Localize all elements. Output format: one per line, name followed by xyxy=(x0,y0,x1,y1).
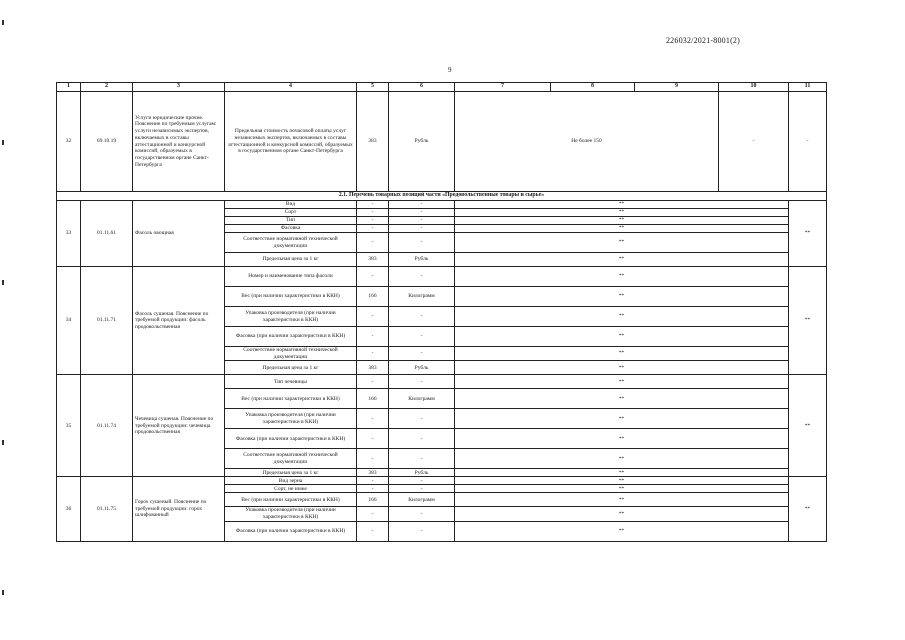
okei-code: 383 xyxy=(357,469,389,477)
characteristic: Соответствие нормативной технической документации xyxy=(225,347,357,361)
okei-code: 166 xyxy=(357,493,389,507)
characteristic: Предельная цена за 1 кг xyxy=(225,469,357,477)
characteristic-value: ** xyxy=(455,469,789,477)
row-number: 35 xyxy=(57,375,81,477)
characteristic: Вид зерна xyxy=(225,477,357,485)
unit-name: - xyxy=(389,347,455,361)
characteristic: Сорт xyxy=(225,209,357,217)
okei-code: 166 xyxy=(357,389,389,409)
okei-code: - xyxy=(357,449,389,469)
characteristic: Упаковка производителя (при наличии характеристики в ККН) xyxy=(225,409,357,429)
characteristic-value: ** xyxy=(455,201,789,209)
table-row-32 xyxy=(57,92,827,192)
item-name: Фасоль овощная xyxy=(133,201,225,267)
binding-marks xyxy=(2,20,4,620)
characteristic: Вес (при наличии характеристики в ККН) xyxy=(225,493,357,507)
okei-code: 383 xyxy=(357,253,389,267)
col11-value: ** xyxy=(789,267,827,375)
characteristic: Сорт, не ниже xyxy=(225,485,357,493)
col-header: 8 xyxy=(551,83,635,92)
characteristic-value: ** xyxy=(455,493,789,507)
characteristic: Упаковка производителя (при наличии характеристики в ККН) xyxy=(225,507,357,521)
col-header: 11 xyxy=(789,83,827,92)
unit-name: - xyxy=(389,201,455,209)
okei-code: - xyxy=(357,507,389,521)
row-number: 32 xyxy=(57,92,81,192)
unit-name: - xyxy=(389,449,455,469)
unit-name: - xyxy=(389,267,455,287)
catalog-table xyxy=(56,82,827,542)
okei-code: 166 xyxy=(357,287,389,307)
item-name: Услуги юридические прочие. Пояснение по требуемым услугам: услуги независимых экспертов, включаемых в составы аттестационной и конкурсной комиссий, образуемых в государственном органе Санкт-Петербурга xyxy=(133,92,225,192)
col10-value: - xyxy=(719,92,789,192)
col11-value: ** xyxy=(789,375,827,477)
item-name: Горох сушеный. Пояснение по требуемой продукции: горох шлифованный xyxy=(133,477,225,541)
item-name: Фасоль сушеная. Пояснение по требуемой продукции: фасоль продовольственная xyxy=(133,267,225,375)
characteristic: Вес (при наличии характеристики в ККН) xyxy=(225,287,357,307)
okpd2-code: 69.10.19 xyxy=(81,92,133,192)
characteristic-value: ** xyxy=(455,409,789,429)
characteristic-value: ** xyxy=(455,449,789,469)
characteristic: Фасовка (при наличии характеристики в ККН) xyxy=(225,521,357,541)
characteristic: Предельная цена за 1 кг xyxy=(225,253,357,267)
unit-name: - xyxy=(389,225,455,233)
characteristic: Упаковка производителя (при наличии характеристики в ККН) xyxy=(225,307,357,327)
col11-value: ** xyxy=(789,201,827,267)
okei-code: - xyxy=(357,409,389,429)
unit-name: - xyxy=(389,233,455,253)
okei-code: - xyxy=(357,209,389,217)
row-number: 33 xyxy=(57,201,81,267)
col-header: 10 xyxy=(719,83,789,92)
characteristic: Вес (при наличии характеристики в ККН) xyxy=(225,389,357,409)
characteristic: Вид xyxy=(225,201,357,209)
unit-name: - xyxy=(389,307,455,327)
unit-name: - xyxy=(389,429,455,449)
col11-value: - xyxy=(789,92,827,192)
unit-name: - xyxy=(389,477,455,485)
unit-name: Рубль xyxy=(389,469,455,477)
unit-name: - xyxy=(389,485,455,493)
characteristic: Тип чечевицы xyxy=(225,375,357,389)
unit-name: - xyxy=(389,375,455,389)
unit-name: - xyxy=(389,217,455,225)
characteristic-value: ** xyxy=(455,225,789,233)
document-number: 226032/2021-8001(2) xyxy=(665,36,740,45)
characteristic: Соответствие нормативной технической документации xyxy=(225,449,357,469)
characteristic: Фасовка xyxy=(225,225,357,233)
page-number: 9 xyxy=(448,66,452,74)
col11-value: ** xyxy=(789,477,827,541)
characteristic: Тип xyxy=(225,217,357,225)
section-title: 2.1. Перечень товарных позиций части «Продовольственные товары и сырье» xyxy=(57,192,827,201)
table-row xyxy=(57,267,827,287)
unit-name: Рубль xyxy=(389,92,455,192)
characteristic-value: ** xyxy=(455,429,789,449)
characteristic-value: Не более 150 xyxy=(455,92,719,192)
characteristic-value: ** xyxy=(455,361,789,375)
okei-code: - xyxy=(357,429,389,449)
okei-code: - xyxy=(357,225,389,233)
col-header: 3 xyxy=(133,83,225,92)
col-header: 2 xyxy=(81,83,133,92)
okei-code: - xyxy=(357,233,389,253)
okei-code: - xyxy=(357,375,389,389)
col-header: 5 xyxy=(357,83,389,92)
characteristic-value: ** xyxy=(455,253,789,267)
okei-code: - xyxy=(357,217,389,225)
unit-name: - xyxy=(389,507,455,521)
unit-name: - xyxy=(389,209,455,217)
okei-code: 383 xyxy=(357,92,389,192)
characteristic: Соответствие нормативной технической документации xyxy=(225,233,357,253)
characteristic: Предельная цена за 1 кг xyxy=(225,361,357,375)
unit-name: Килограмм xyxy=(389,287,455,307)
okpd2-code: 01.11.71 xyxy=(81,267,133,375)
okpd2-code: 01.11.75 xyxy=(81,477,133,541)
col-header: 9 xyxy=(635,83,719,92)
row-number: 34 xyxy=(57,267,81,375)
characteristic-value: ** xyxy=(455,485,789,493)
row-number: 36 xyxy=(57,477,81,541)
table-row xyxy=(57,477,827,485)
characteristic-value: ** xyxy=(455,217,789,225)
characteristic: Фасовка (при наличии характеристики в ККН) xyxy=(225,327,357,347)
characteristic-value: ** xyxy=(455,389,789,409)
characteristic: Фасовка (при наличии характеристики в ККН) xyxy=(225,429,357,449)
characteristic: Номер и наименование типа фасоли xyxy=(225,267,357,287)
characteristic-value: ** xyxy=(455,477,789,485)
okei-code: - xyxy=(357,327,389,347)
unit-name: - xyxy=(389,409,455,429)
characteristic-value: ** xyxy=(455,327,789,347)
characteristic-value: ** xyxy=(455,209,789,217)
unit-name: Рубль xyxy=(389,253,455,267)
okpd2-code: 01.11.74 xyxy=(81,375,133,477)
okei-code: - xyxy=(357,485,389,493)
characteristic-value: ** xyxy=(455,287,789,307)
okei-code: - xyxy=(357,521,389,541)
okei-code: - xyxy=(357,477,389,485)
column-numbers-row xyxy=(57,83,827,92)
characteristic: Предельная стоимость почасовой оплаты услуг независимых экспертов, включаемых в составы аттестационной и конкурсной комиссий, образуемых в государственном органе Санкт-Петербурга xyxy=(225,92,357,192)
unit-name: Рубль xyxy=(389,361,455,375)
table-row xyxy=(57,201,827,209)
characteristic-value: ** xyxy=(455,347,789,361)
characteristic-value: ** xyxy=(455,267,789,287)
table-row xyxy=(57,375,827,389)
unit-name: - xyxy=(389,327,455,347)
item-name: Чечевица сушеная. Пояснение по требуемой продукции: чечевица продовольственная xyxy=(133,375,225,477)
col-header: 7 xyxy=(455,83,551,92)
okei-code: - xyxy=(357,267,389,287)
unit-name: - xyxy=(389,521,455,541)
col-header: 1 xyxy=(57,83,81,92)
characteristic-value: ** xyxy=(455,507,789,521)
characteristic-value: ** xyxy=(455,307,789,327)
characteristic-value: ** xyxy=(455,375,789,389)
okei-code: - xyxy=(357,307,389,327)
okpd2-code: 01.11.61 xyxy=(81,201,133,267)
unit-name: Килограмм xyxy=(389,493,455,507)
col-header: 6 xyxy=(389,83,455,92)
okei-code: - xyxy=(357,201,389,209)
characteristic-value: ** xyxy=(455,233,789,253)
okei-code: - xyxy=(357,347,389,361)
col-header: 4 xyxy=(225,83,357,92)
section-heading-row xyxy=(57,192,827,201)
unit-name: Килограмм xyxy=(389,389,455,409)
okei-code: 383 xyxy=(357,361,389,375)
characteristic-value: ** xyxy=(455,521,789,541)
